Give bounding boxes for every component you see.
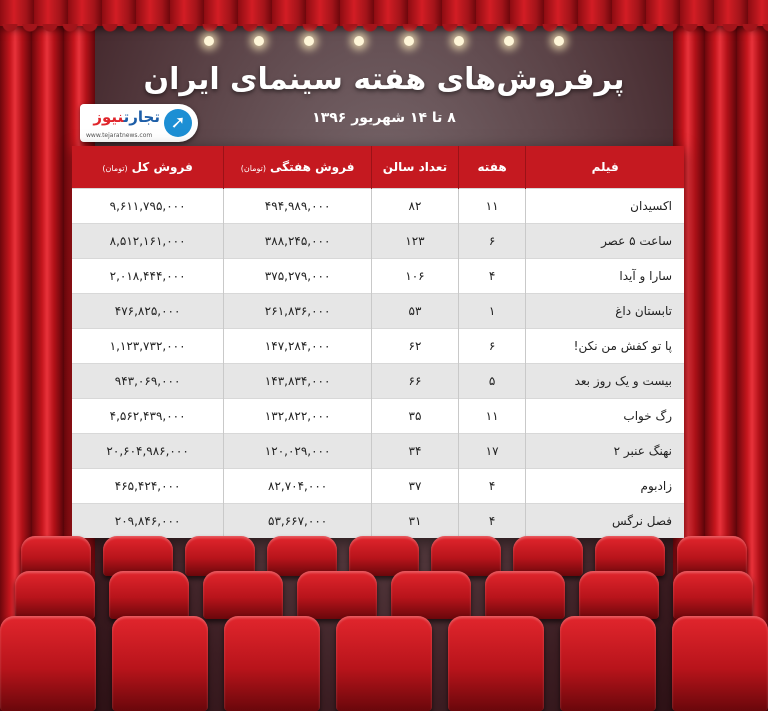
table-row [72,469,684,504]
seat-icon [431,536,501,576]
header-film: فیلم [526,146,684,189]
tejarat-news-logo-icon: ➚ [164,109,192,137]
cell-total-sales: ۲۰۹,۸۴۶,۰۰۰ [72,504,224,539]
cell-film: فصل نرگس [526,504,684,539]
seat-row [0,571,768,619]
table-row [72,364,684,399]
seat-icon [0,616,96,711]
date-range: ۸ تا ۱۴ شهریور ۱۳۹۶ [312,110,456,126]
cell-halls: ۳۴ [372,434,459,469]
cell-week: ۴ [458,469,526,504]
header-total-sales-label: فروش کل [131,160,193,174]
cell-total-sales: ۴,۵۶۲,۴۳۹,۰۰۰ [72,399,224,434]
cell-weekly-sales: ۱۴۷,۲۸۴,۰۰۰ [224,329,372,364]
cell-weekly-sales: ۱۴۳,۸۳۴,۰۰۰ [224,364,372,399]
cell-week: ۶ [458,329,526,364]
table-row [72,434,684,469]
cell-week: ۴ [458,259,526,294]
cell-film: زادبوم [526,469,684,504]
cell-total-sales: ۲۰,۶۰۴,۹۸۶,۰۰۰ [72,434,224,469]
cell-film: سارا و آیدا [526,259,684,294]
seat-icon [103,536,173,576]
light-icon [404,36,414,46]
stage-lights [204,36,564,46]
seat-icon [448,616,544,711]
cell-halls: ۵۳ [372,294,459,329]
cell-weekly-sales: ۲۶۱,۸۳۶,۰۰۰ [224,294,372,329]
seat-icon [560,616,656,711]
cell-film: اکسیدان [526,189,684,224]
table-row [72,399,684,434]
header-weekly-sales-label: فروش هفتگی [269,160,355,174]
header-week: هفته [458,146,526,189]
header-total-unit: (تومان) [102,164,128,173]
table-row [72,259,684,294]
cell-film: رگ خواب [526,399,684,434]
cell-total-sales: ۴۷۶,۸۲۵,۰۰۰ [72,294,224,329]
seat-row [0,536,768,576]
curtain-valance [0,0,768,26]
cell-total-sales: ۱,۱۲۳,۷۳۲,۰۰۰ [72,329,224,364]
cell-week: ۴ [458,504,526,539]
cell-halls: ۳۱ [372,504,459,539]
seat-icon [109,571,189,619]
seat-icon [672,616,768,711]
light-icon [254,36,264,46]
logo-name-part1: تجارت [123,108,160,126]
logo-url: www.tejaratnews.com [86,132,153,139]
header-weekly-sales [224,146,372,189]
cell-halls: ۳۷ [372,469,459,504]
cell-film: نهنگ عنبر ۲ [526,434,684,469]
header-halls: تعداد سالن [372,146,459,189]
table-row [72,224,684,259]
seat-icon [185,536,255,576]
cell-total-sales: ۸,۵۱۲,۱۶۱,۰۰۰ [72,224,224,259]
seat-icon [267,536,337,576]
logo-name-part2: نیوز [93,108,124,126]
seat-icon [349,536,419,576]
cell-week: ۱۷ [458,434,526,469]
cell-halls: ۶۲ [372,329,459,364]
cell-halls: ۱۰۶ [372,259,459,294]
seat-icon [297,571,377,619]
cell-weekly-sales: ۱۳۲,۸۲۲,۰۰۰ [224,399,372,434]
cell-total-sales: ۲,۰۱۸,۴۴۴,۰۰۰ [72,259,224,294]
seat-icon [485,571,565,619]
seat-icon [203,571,283,619]
seat-icon [673,571,753,619]
box-office-table [72,146,684,538]
header-weekly-unit: (تومان) [240,164,266,173]
seat-icon [677,536,747,576]
cell-week: ۱۱ [458,399,526,434]
cell-week: ۶ [458,224,526,259]
cell-weekly-sales: ۴۹۴,۹۸۹,۰۰۰ [224,189,372,224]
table-row [72,329,684,364]
cinema-seats [0,526,768,711]
seat-icon [224,616,320,711]
cell-week: ۵ [458,364,526,399]
tejarat-news-logo [80,104,198,142]
table-row [72,189,684,224]
light-icon [204,36,214,46]
seat-icon [595,536,665,576]
cell-total-sales: ۹۴۳,۰۶۹,۰۰۰ [72,364,224,399]
light-icon [354,36,364,46]
light-icon [304,36,314,46]
light-icon [454,36,464,46]
cell-film: ساعت ۵ عصر [526,224,684,259]
seat-icon [336,616,432,711]
page-title: پرفروش‌های هفته سینمای ایران [143,62,625,97]
cell-film: بیست و یک روز بعد [526,364,684,399]
cell-weekly-sales: ۱۲۰,۰۲۹,۰۰۰ [224,434,372,469]
seat-icon [21,536,91,576]
seat-icon [579,571,659,619]
seat-icon [513,536,583,576]
cell-film: پا تو کفش من نکن! [526,329,684,364]
cell-weekly-sales: ۵۳,۶۶۷,۰۰۰ [224,504,372,539]
seat-icon [391,571,471,619]
seat-icon [15,571,95,619]
logo-name [93,108,160,126]
cell-halls: ۶۶ [372,364,459,399]
table-row [72,294,684,329]
cell-week: ۱ [458,294,526,329]
light-icon [554,36,564,46]
cell-weekly-sales: ۸۲,۷۰۴,۰۰۰ [224,469,372,504]
cell-halls: ۱۲۳ [372,224,459,259]
table-header-row [72,146,684,189]
cell-week: ۱۱ [458,189,526,224]
cell-total-sales: ۴۶۵,۴۲۴,۰۰۰ [72,469,224,504]
cell-total-sales: ۹,۶۱۱,۷۹۵,۰۰۰ [72,189,224,224]
cell-halls: ۸۲ [372,189,459,224]
header-total-sales [72,146,224,189]
cell-film: تابستان داغ [526,294,684,329]
seat-row [0,616,768,711]
light-icon [504,36,514,46]
seat-icon [112,616,208,711]
cell-weekly-sales: ۳۸۸,۲۴۵,۰۰۰ [224,224,372,259]
cell-halls: ۳۵ [372,399,459,434]
cell-weekly-sales: ۳۷۵,۲۷۹,۰۰۰ [224,259,372,294]
